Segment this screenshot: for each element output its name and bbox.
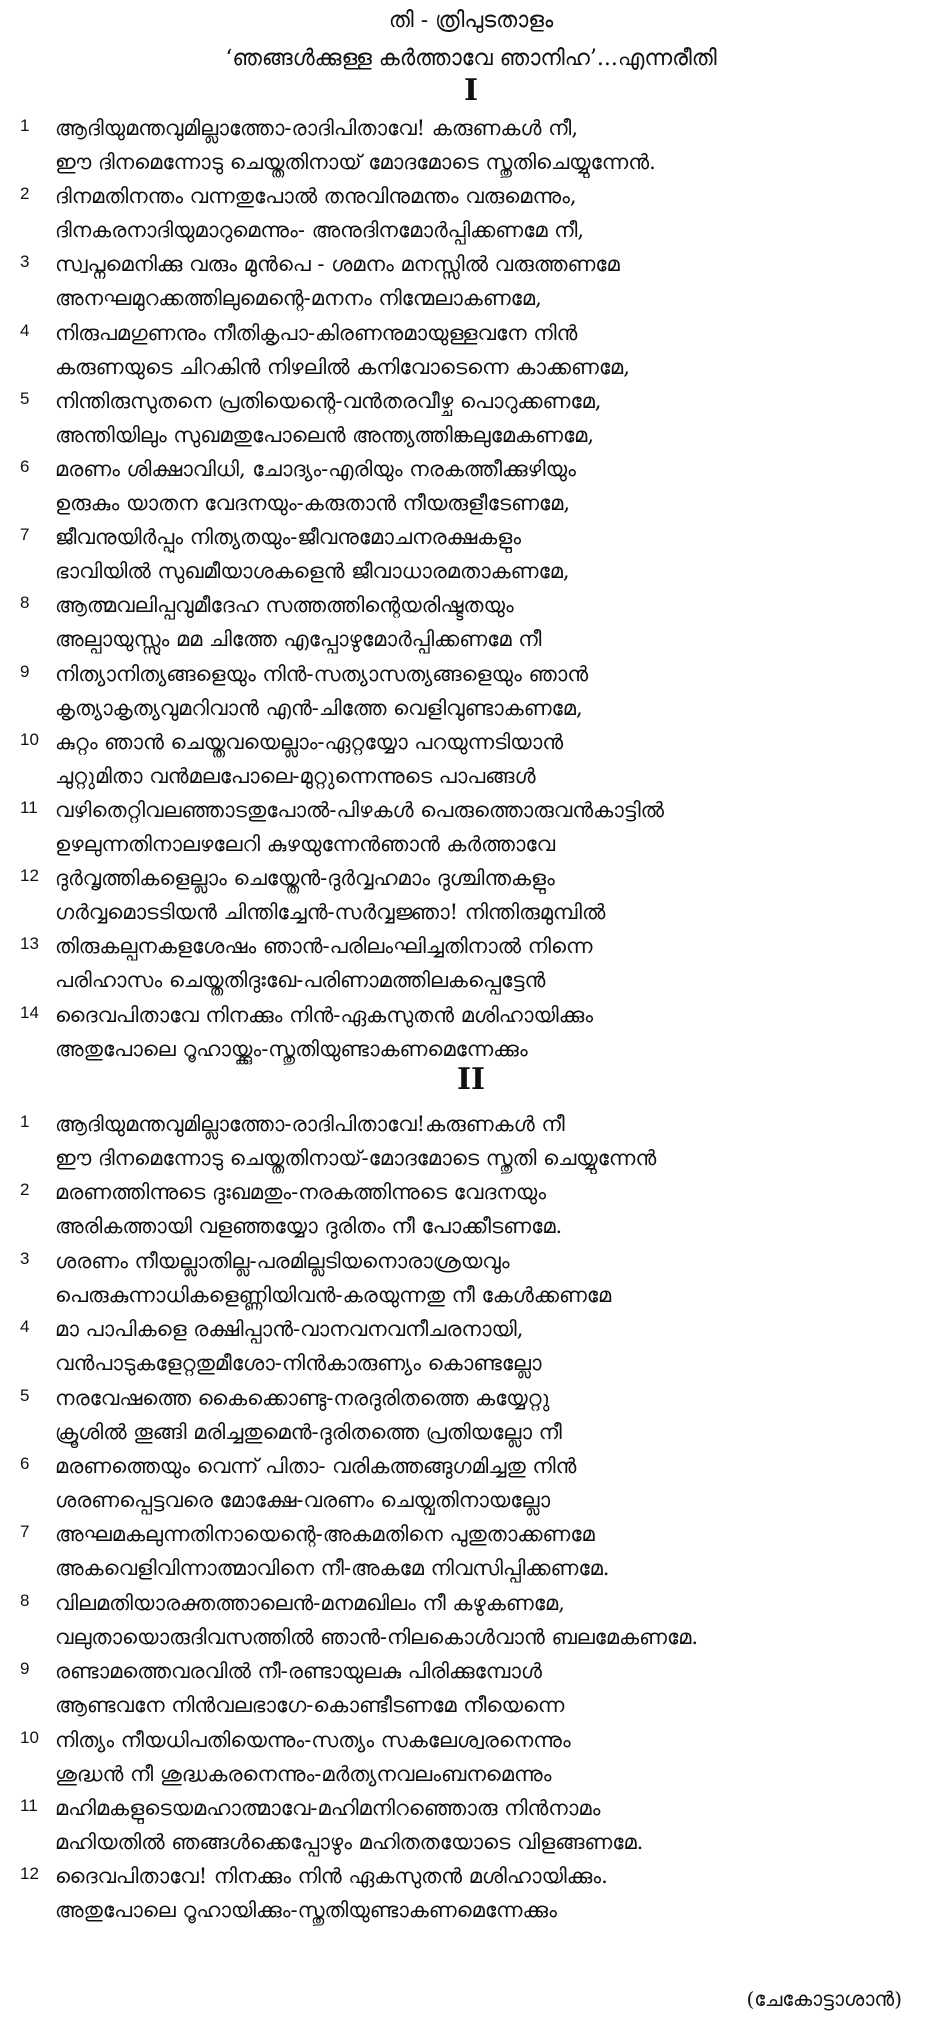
verse	[0, 1860, 942, 1928]
verse-line-1: കുറ്റം ഞാൻ ചെയ്തവയെല്ലാം-ഏറ്റയ്യോ പറയുന്നടിയാൻ	[55, 729, 564, 754]
verse	[0, 1792, 942, 1860]
verse-line-2: അല്പായുസ്സും മമ ചിത്തേ എപ്പോഴുമോർപ്പിക്കണമേ നീ	[55, 627, 542, 652]
verse-number: 5	[20, 388, 30, 408]
verse-line-1: മരണം ശിക്ഷാവിധി, ചോദ്യം-എരിയും നരകത്തീക്കുഴിയും	[55, 457, 576, 481]
verse-line-2: ദിനകരനാദിയുമാറുമെന്നും- അനുദിനമോർപ്പിക്കണമേ നീ,	[55, 218, 585, 243]
verse-line-1: നരവേഷത്തെ കൈക്കൊണ്ടു-നരദുരിതത്തെ കയ്യേറ്റു	[55, 1385, 550, 1410]
verse-number: 14	[20, 1002, 39, 1022]
verse-line-2: ക്രൂശിൽ തൂങ്ങി മരിച്ചതുമെൻ-ദുരിതത്തെ പ്രതിയല്ലോ നീ	[55, 1419, 562, 1444]
verse	[0, 658, 942, 726]
verse-line-2: ഗർവ്വമൊടടിയൻ ചിന്തിച്ചേൻ-സർവ്വജ്ഞാ! നിന്തിരുമുമ്പിൽ	[55, 900, 606, 925]
verse-number: 3	[20, 1248, 30, 1268]
verse	[0, 385, 942, 453]
verse-number: 4	[20, 320, 30, 340]
verse-number: 12	[20, 866, 39, 886]
verse	[0, 1450, 942, 1518]
verse-line-2: ഈ ദിനമെന്നോടു ചെയ്തതിനായ്-മോദമോടെ സ്തുതി ചെയ്യുന്നേൻ	[55, 1146, 657, 1170]
verse-number: 5	[20, 1385, 30, 1405]
verse-line-1: ദൈവപിതാവേ! നിനക്കും നിൻ ഏകസുതൻ മശിഹായിക്കും.	[55, 1864, 608, 1889]
verse-line-2: വലുതായൊരുദിവസത്തിൽ ഞാൻ-നിലകൊൾവാൻ ബലമേകണമേ.	[55, 1624, 699, 1649]
verse-line-2: അരികത്തായി വളഞ്ഞയ്യോ ദുരിതം നീ പോക്കീടണമേ.	[55, 1214, 563, 1239]
verse-number: 1	[20, 116, 30, 135]
verse-line-2: വൻപാടുകളേറ്റതുമീശോ-നിൻകാരുണ്യം കൊണ്ടല്ലോ	[55, 1351, 542, 1376]
section-numeral-1: I	[463, 73, 479, 108]
verse	[0, 794, 942, 862]
verse	[0, 999, 942, 1067]
verse-line-1: നിത്യം നീയധിപതിയെന്നും-സത്യം സകലേശ്വരനെന്നും	[55, 1727, 571, 1752]
verse-line-1: ആത്മവലിപ്പവുമീദേഹ സത്തത്തിന്റെയരിഷ്ടതയും	[55, 593, 514, 618]
verse-line-1: മരണത്തിന്നുടെ ദുഃഖമതും-നരകത്തിന്നുടെ വേദനയും	[55, 1180, 547, 1205]
verse-line-2: കരുണയുടെ ചിറകിൻ നിഴലിൽ കനിവോടെന്നെ കാക്കണമേ,	[55, 354, 630, 379]
verse-number: 13	[20, 934, 39, 954]
verse-line-2: പെരുകുന്നാധികളെണ്ണിയിവൻ-കരയുന്നതു നീ കേൾക്കണമേ	[55, 1282, 612, 1307]
verse-line-1: ആദിയുമന്തവുമില്ലാത്തോ-രാദിപിതാവേ!കരുണകൾ നീ	[55, 1112, 565, 1136]
verse-line-2: അനഘമുറക്കത്തിലുമെന്റെ-മനനം നിന്മേലാകണമേ,	[55, 286, 542, 311]
verse-line-1: ദിനമതിനന്തം വന്നതുപോൽ തനുവിനുമന്തം വരുമെന്നും,	[55, 184, 577, 209]
verse-line-2: കൃത്യാകൃത്യവുമറിവാൻ എൻ-ചിത്തേ വെളിവുണ്ടാകണമേ,	[55, 695, 583, 720]
verse-line-1: വഴിതെറ്റിവലഞ്ഞാടതുപോൽ-പിഴകൾ പെരുത്തൊരുവൻകാട്ടിൽ	[55, 798, 665, 822]
verse	[0, 1382, 942, 1450]
verse-line-1: നിത്യാനിത്യങ്ങളെയും നിൻ-സത്യാസത്യങ്ങളെയും ഞാൻ	[55, 661, 589, 686]
verse-number: 8	[20, 1590, 30, 1610]
verse-line-1: ജീവനുയിർപ്പും നിത്യതയും-ജീവനുമോചനരക്ഷകളും	[55, 525, 522, 550]
verse-number: 1	[20, 1112, 30, 1131]
verse-number: 12	[20, 1864, 39, 1884]
verse	[0, 1655, 942, 1723]
verse-line-2: ശരണപ്പെട്ടവരെ മോക്ഷേ-വരണം ചെയ്വതിനായല്ലോ	[55, 1488, 551, 1512]
verse-line-1: വിലമതിയാരക്തത്താലെൻ-മനമഖിലം നീ കഴുകണമേ,	[55, 1590, 565, 1615]
section-numeral-2: II	[456, 1062, 486, 1097]
verse-line-1: നിന്തിരുസുതനെ പ്രതിയെന്റെ-വൻതരവീഴ്ച പൊറുക്കണമേ,	[55, 388, 602, 413]
verse-line-2: അന്തിയിലും സുഖമതുപോലെൻ അന്ത്യത്തിങ്കലുമേകണമേ,	[55, 422, 595, 447]
verse-number: 6	[20, 1454, 30, 1473]
verse	[0, 726, 942, 794]
verse-number: 3	[20, 252, 30, 272]
verse-line-2: ശുദ്ധൻ നീ ശുദ്ധകരനെന്നും-മർത്യനവലംബനമെന്നും	[55, 1761, 552, 1786]
verse	[0, 930, 942, 998]
verse-number: 10	[20, 729, 39, 749]
verse-line-1: ശരണം നീയല്ലാതില്ല-പരമില്ലടിയനൊരാശ്രയവും	[55, 1248, 510, 1273]
verse-line-1: നിരുപമഗുണനും നീതികൃപാ-കിരണനുമായുള്ളവനേ നിൻ	[55, 320, 578, 345]
verse	[0, 1518, 942, 1586]
verse	[0, 317, 942, 385]
verse	[0, 1313, 942, 1381]
verse-number: 2	[20, 184, 30, 204]
verse-number: 9	[20, 1659, 30, 1679]
verse-line-2: ഉഴലുന്നതിനാലഴലേറി കുഴയുന്നേൻഞാൻ കർത്താവേ	[55, 832, 556, 856]
verse	[0, 862, 942, 930]
verse-line-2: പരിഹാസം ചെയ്തതിദുഃഖേ-പരിണാമത്തിലകപ്പെട്ടേൻ	[55, 968, 546, 993]
verse	[0, 248, 942, 316]
verse	[0, 1108, 942, 1176]
verse-line-2: അതുപോലെ റൂഹായ്ക്കും-സ്തുതിയുണ്ടാകണമെന്നേക്കും	[55, 1036, 528, 1061]
verse-line-2: അകവെളിവിന്നാത്മാവിനെ നീ-അകമേ നിവസിപ്പിക്കണമേ.	[55, 1556, 610, 1581]
verse-line-2: ഈ ദിനമെന്നോടു ചെയ്തതിനായ് മോദമോടെ സ്തുതിചെയ്യുന്നേൻ.	[55, 150, 656, 174]
verse-number: 8	[20, 593, 30, 613]
verse-line-2: ഭാവിയിൽ സുഖമീയാശകളെൻ ജീവാധാരമതാകണമേ,	[55, 559, 570, 584]
verse-line-1: ആദിയുമന്തവുമില്ലാത്തോ-രാദിപിതാവേ! കരുണകൾ നീ,	[55, 116, 578, 140]
verse-line-1: സ്വപ്നമെനിക്കു വരും മുൻപെ - ശമനം മനസ്സിൽ വരുത്തണമേ	[55, 252, 620, 277]
verse	[0, 589, 942, 657]
verse-line-2: ചുറ്റുമിതാ വൻമലപോലെ-മുറ്റുന്നെന്നുടെ പാപങ്ങൾ	[55, 763, 536, 788]
verse-line-1: അഘമകലുന്നതിനായെന്റെ-അകമതിനെ പുതുതാക്കണമേ	[55, 1522, 595, 1547]
raga-heading: തി - ത്രിപുടതാളം	[388, 8, 554, 33]
tune-heading: ‘ഞങ്ങൾക്കുള്ള കർത്താവേ ഞാനിഹ’...എന്നരീതി	[225, 46, 717, 71]
verse-line-1: തിരുകല്പനകളശേഷം ഞാൻ-പരിലംഘിച്ചതിനാൽ നിന്നെ	[55, 934, 593, 959]
verse-line-1: ദുർവൃത്തികളെല്ലാം ചെയ്തേൻ-ദുർവ്വഹമാം ദുശ്ചിന്തകളും	[55, 866, 555, 891]
verse-number: 9	[20, 661, 30, 681]
author-signature: (ചേകോട്ടാശാൻ)	[746, 1987, 902, 2011]
verse	[0, 112, 942, 180]
verse	[0, 453, 942, 521]
verse-number: 7	[20, 525, 30, 545]
verse-line-2: മഹിയതിൽ ഞങ്ങൾക്കെപ്പോഴും മഹിതതയോടെ വിളങ്ങണമേ.	[55, 1830, 644, 1854]
verse	[0, 1245, 942, 1313]
verse-line-1: മഹിമകളുടെയമഹാത്മാവേ-മഹിമനിറഞ്ഞൊരു നിൻനാമം	[55, 1796, 601, 1820]
verse	[0, 1587, 942, 1655]
verse-line-2: ഉരുകും യാതന വേദനയും-കരുതാൻ നീയരുളീടേണമേ,	[55, 491, 571, 515]
verse-line-1: ദൈവപിതാവേ നിനക്കും നിൻ-ഏകസുതൻ മശിഹായിക്കും	[55, 1002, 594, 1027]
verse-number: 11	[20, 798, 38, 817]
verse-line-1: മാ പാപികളെ രക്ഷിപ്പാൻ-വാനവനവനീചരനായി,	[55, 1317, 524, 1342]
verse-number: 10	[20, 1727, 39, 1747]
verse-number: 6	[20, 457, 30, 476]
verse-number: 11	[20, 1796, 38, 1815]
verse	[0, 1176, 942, 1244]
verse-line-2: അതുപോലെ റൂഹായിക്കും-സ്തുതിയുണ്ടാകണമെന്നേക്കും	[55, 1898, 557, 1923]
verse-number: 4	[20, 1317, 30, 1337]
verse-line-1: രണ്ടാമത്തെവരവിൽ നീ-രണ്ടായുലകു പിരിക്കുമ്പോൾ	[55, 1659, 542, 1684]
verse	[0, 1724, 942, 1792]
verse	[0, 521, 942, 589]
verse	[0, 180, 942, 248]
verse-number: 2	[20, 1180, 30, 1200]
verse-line-1: മരണത്തെയും വെന്ന് പിതാ- വരികത്തങ്ങുഗമിച്ചതു നിൻ	[55, 1454, 577, 1478]
verse-line-2: ആണ്ടവനേ നിൻവലഭാഗേ-കൊണ്ടീടണമേ നീയെന്നെ	[55, 1693, 565, 1718]
verse-number: 7	[20, 1522, 30, 1542]
